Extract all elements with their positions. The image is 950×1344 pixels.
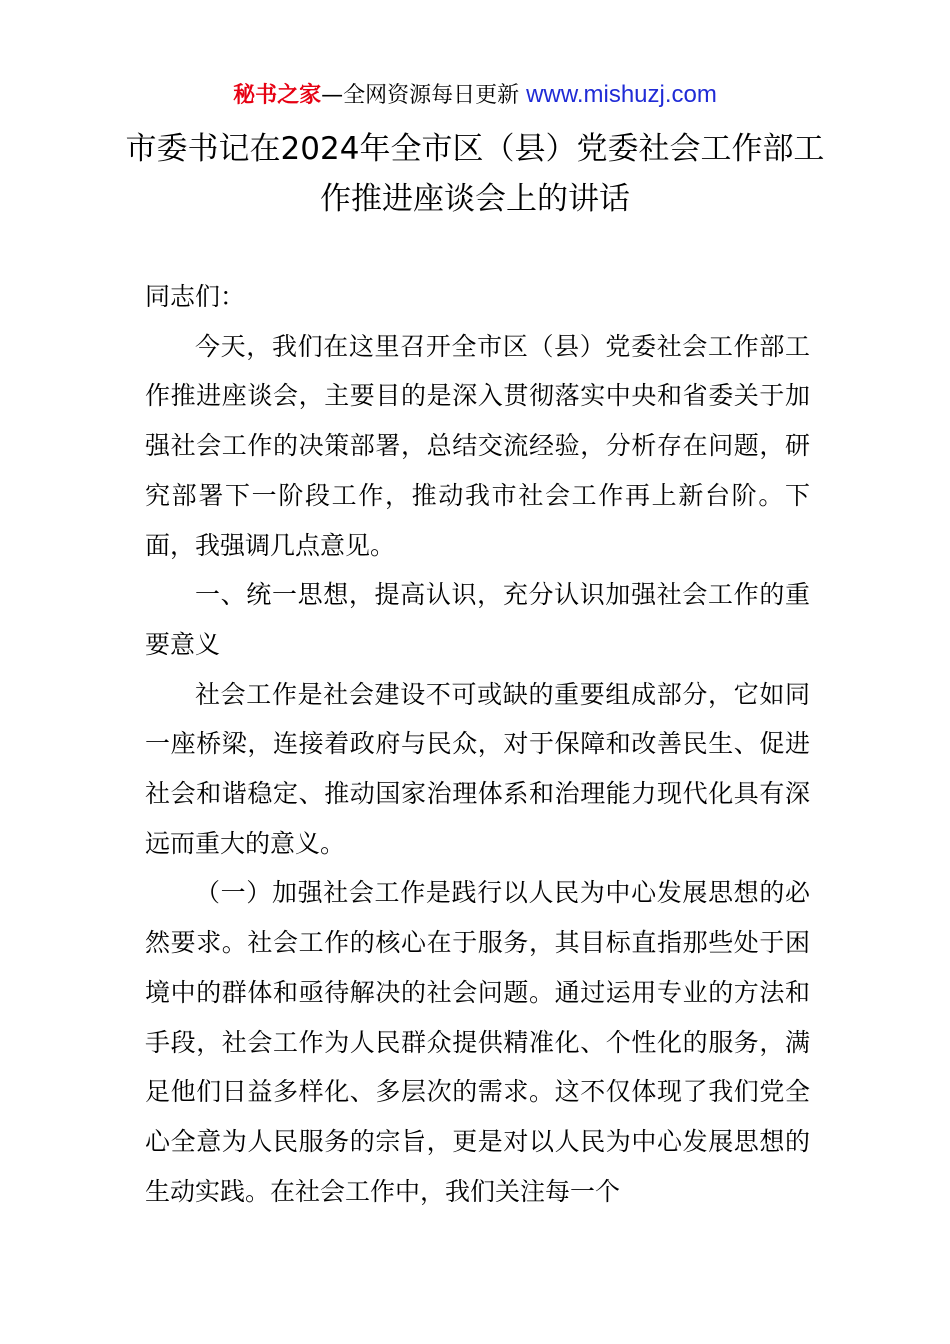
salutation: 同志们：: [145, 282, 246, 311]
paragraph-point-1: （一）加强社会工作是践行以人民为中心发展思想的必然要求。社会工作的核心在于服务，其目标直指那些处于困境中的群体和亟待解决的社会问题。通过运用专业的方法和手段，社会工作为人民群众提供精准化、个性化的服务，满足他们日益多样化、多层次的需求。这不仅体现了我们党全心全意为人民服务的宗旨，更是对以人民为中心发展思想的生动实践。在社会工作中，我们关注每一个: [145, 878, 810, 1206]
site-header: [0, 80, 950, 111]
header-tagline: —全网资源每日更新: [321, 83, 527, 108]
brand-name: 秘书之家: [233, 83, 322, 108]
paragraph-intro: 今天，我们在这里召开全市区（县）党委社会工作部工作推进座谈会，主要目的是深入贯彻落实中央和省委关于加强社会工作的决策部署，总结交流经验，分析存在问题，研究部署下一阶段工作，推动我市社会工作再上新台阶。下面，我强调几点意见。: [145, 331, 810, 560]
site-url-link[interactable]: www.mishuzj.com: [526, 81, 717, 108]
document-title: 市委书记在2024年全市区（县）党委社会工作部工作推进座谈会上的讲话: [125, 131, 825, 217]
paragraph-social-work: 社会工作是社会建设不可或缺的重要组成部分，它如同一座桥梁，连接着政府与民众，对于保障和改善民生、促进社会和谐稳定、推动国家治理体系和治理能力现代化具有深远而重大的意义。: [145, 679, 810, 858]
section-heading-1: 一、统一思想，提高认识，充分认识加强社会工作的重要意义: [145, 580, 810, 659]
document-body: [145, 272, 810, 1216]
